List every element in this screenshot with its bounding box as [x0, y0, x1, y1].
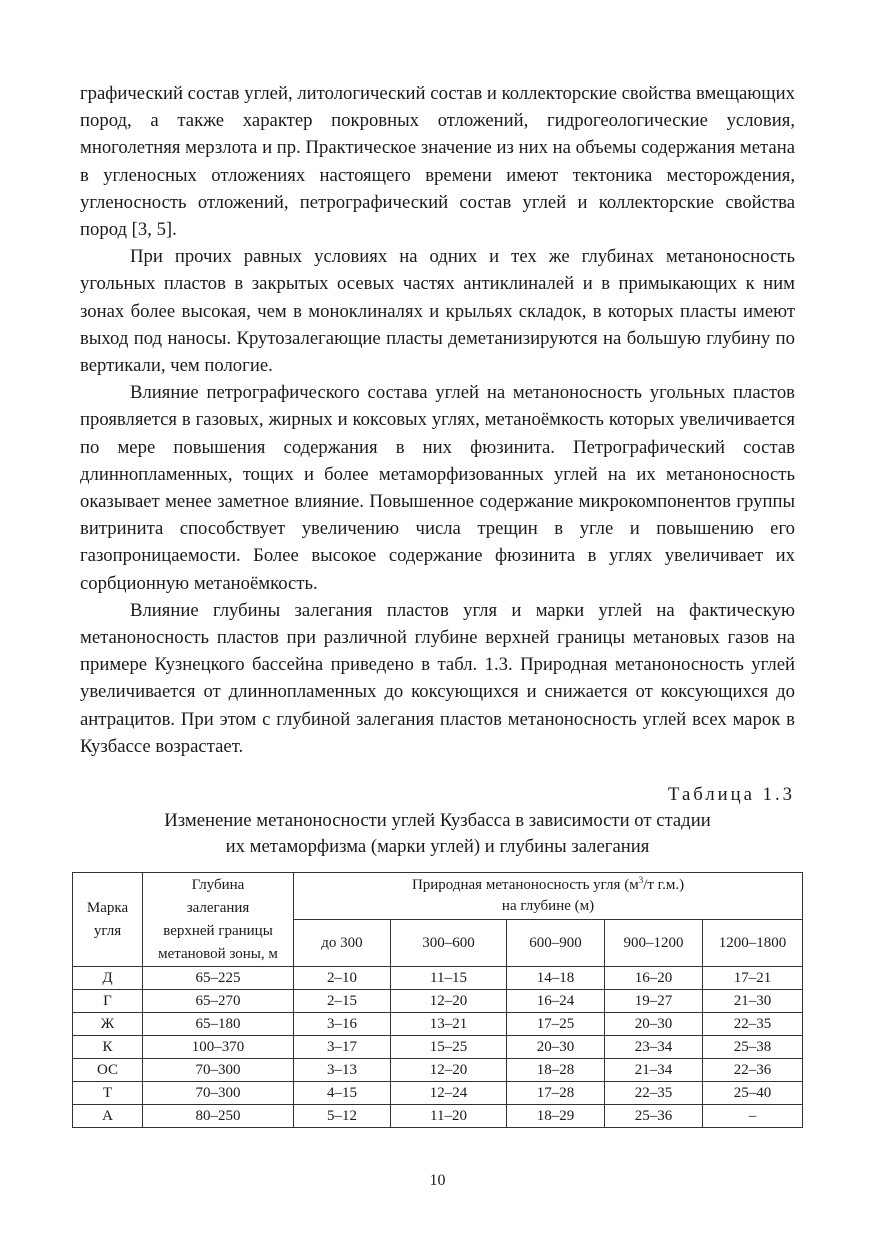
- header-natural-content: [294, 873, 803, 920]
- methane-content-table: [72, 872, 803, 1128]
- header-natural-suffix: /т г.м.): [643, 877, 685, 893]
- cell-value: 17–25: [507, 1013, 605, 1036]
- table-row: [73, 967, 803, 990]
- cell-grade: ОС: [73, 1059, 143, 1082]
- cell-value: 17–28: [507, 1082, 605, 1105]
- header-depth-range: 600–900: [507, 920, 605, 967]
- cell-value: 4–15: [294, 1082, 391, 1105]
- cell-depth: 65–180: [143, 1013, 294, 1036]
- cell-value: 16–20: [605, 967, 703, 990]
- cell-depth: 80–250: [143, 1105, 294, 1128]
- cell-value: 20–30: [507, 1036, 605, 1059]
- header-depth-line-4: метановой зоны, м: [158, 945, 278, 962]
- table-label: Таблица 1.3: [668, 784, 795, 806]
- table-row: [73, 990, 803, 1013]
- header-grade-line-2: угля: [93, 922, 122, 939]
- paragraph-2: При прочих равных условиях на одних и тех же глубинах метаноносность угольных пластов в закрытых осевых частях антиклиналей и в примыкающих к ним зонах более высокая, чем в моноклиналях и крыльях складок, в которых пласты имеют выход под наносы. Крутозалегающие пласты деметанизируются на большую глубину по вертикали, чем пологие.: [80, 246, 795, 377]
- cell-value: 15–25: [391, 1036, 507, 1059]
- cell-depth: 100–370: [143, 1036, 294, 1059]
- header-depth-range: до 300: [294, 920, 391, 967]
- cell-depth: 70–300: [143, 1059, 294, 1082]
- header-depth-line-2: залегания: [186, 899, 250, 916]
- header-depth-range: 1200–1800: [703, 920, 803, 967]
- cell-value: 22–35: [605, 1082, 703, 1105]
- cell-value: 2–15: [294, 990, 391, 1013]
- table-caption-line-1: Изменение метаноносности углей Кузбасса в зависимости от стадии: [164, 810, 711, 832]
- header-depth: [143, 873, 294, 967]
- page-number: 10: [429, 1172, 446, 1189]
- cell-value: 3–17: [294, 1036, 391, 1059]
- cell-value: 20–30: [605, 1013, 703, 1036]
- cell-value: 25–36: [605, 1105, 703, 1128]
- table-row: [73, 1059, 803, 1082]
- cell-value: 3–16: [294, 1013, 391, 1036]
- cell-value: 5–12: [294, 1105, 391, 1128]
- cell-grade: Ж: [73, 1013, 143, 1036]
- table-caption-line-2: их метаморфизма (марки углей) и глубины залегания: [225, 836, 650, 858]
- cell-value: 22–35: [703, 1013, 803, 1036]
- cell-depth: 65–270: [143, 990, 294, 1013]
- header-grade-line-1: Марка: [86, 899, 129, 916]
- cell-value: 13–21: [391, 1013, 507, 1036]
- header-depth-line-3: верхней границы: [163, 922, 273, 939]
- cell-value: 3–13: [294, 1059, 391, 1082]
- page-body: [80, 80, 795, 860]
- cell-value: 16–24: [507, 990, 605, 1013]
- cell-value: 25–40: [703, 1082, 803, 1105]
- header-depth-range: 300–600: [391, 920, 507, 967]
- header-natural-prefix: Природная метаноносность угля (м: [411, 877, 639, 893]
- cell-grade: Д: [73, 967, 143, 990]
- cell-grade: К: [73, 1036, 143, 1059]
- cell-value: 2–10: [294, 967, 391, 990]
- cell-value: 23–34: [605, 1036, 703, 1059]
- cell-grade: А: [73, 1105, 143, 1128]
- paragraph-4: Влияние глубины залегания пластов угля и марки углей на фактическую метаноносность пластов при различной глубине верхней границы метановых газов на примере Кузнецкого бассейна приведено в табл. 1.3. Природная метаноносность углей увеличивается от длиннопламенных до коксующихся и снижается от коксующихся до антрацитов. При этом с глубиной залегания пластов метаноносность углей всех марок в Кузбассе возрастает.: [80, 599, 795, 757]
- cell-value: 12–20: [391, 990, 507, 1013]
- cell-value: 18–29: [507, 1105, 605, 1128]
- cell-depth: 70–300: [143, 1082, 294, 1105]
- header-grade: [73, 873, 143, 967]
- header-natural-sup: 3: [638, 875, 644, 885]
- cell-value: 14–18: [507, 967, 605, 990]
- table-row: [73, 1082, 803, 1105]
- table-row: [73, 1013, 803, 1036]
- cell-value: 25–38: [703, 1036, 803, 1059]
- paragraph-3: Влияние петрографического состава углей на метаноносность угольных пластов проявляется в газовых, жирных и коксовых углях, метаноёмкость которых увеличивается по мере повышения содержания в них фюзинита. Петрографический состав длиннопламенных, тощих и более метаморфизованных углей на их метаноносность оказывает менее заметное влияние. Повышенное содержание микрокомпонентов группы витринита способствует увеличению числа трещин в угле и повышению его газопроницаемости. Более высокое содержание фюзинита в углях увеличивает их сорбционную метаноёмкость.: [80, 382, 795, 594]
- cell-grade: Т: [73, 1082, 143, 1105]
- header-depth-line-1: Глубина: [191, 876, 245, 893]
- cell-value: 18–28: [507, 1059, 605, 1082]
- cell-value: 21–30: [703, 990, 803, 1013]
- cell-grade: Г: [73, 990, 143, 1013]
- cell-value: 22–36: [703, 1059, 803, 1082]
- cell-value: 11–20: [391, 1105, 507, 1128]
- table-row: [73, 1105, 803, 1128]
- header-natural-line-2: на глубине (м): [501, 898, 595, 914]
- cell-value: 12–24: [391, 1082, 507, 1105]
- cell-value: 17–21: [703, 967, 803, 990]
- cell-value: 12–20: [391, 1059, 507, 1082]
- cell-value: 21–34: [605, 1059, 703, 1082]
- cell-value: 19–27: [605, 990, 703, 1013]
- cell-value: –: [703, 1105, 803, 1128]
- cell-depth: 65–225: [143, 967, 294, 990]
- paragraph-1: графический состав углей, литологический состав и коллекторские свойства вмещающих пород, а также характер покровных отложений, гидрогеологические условия, многолетняя мерзлота и пр. Практическое значение из них на объемы содержания метана в угленосных отложениях настоящего времени имеют тектоника месторождения, угленосность отложений, петрографический состав углей и коллекторские свойства пород [3, 5].: [80, 83, 795, 241]
- table-row: [73, 1036, 803, 1059]
- cell-value: 11–15: [391, 967, 507, 990]
- header-depth-range: 900–1200: [605, 920, 703, 967]
